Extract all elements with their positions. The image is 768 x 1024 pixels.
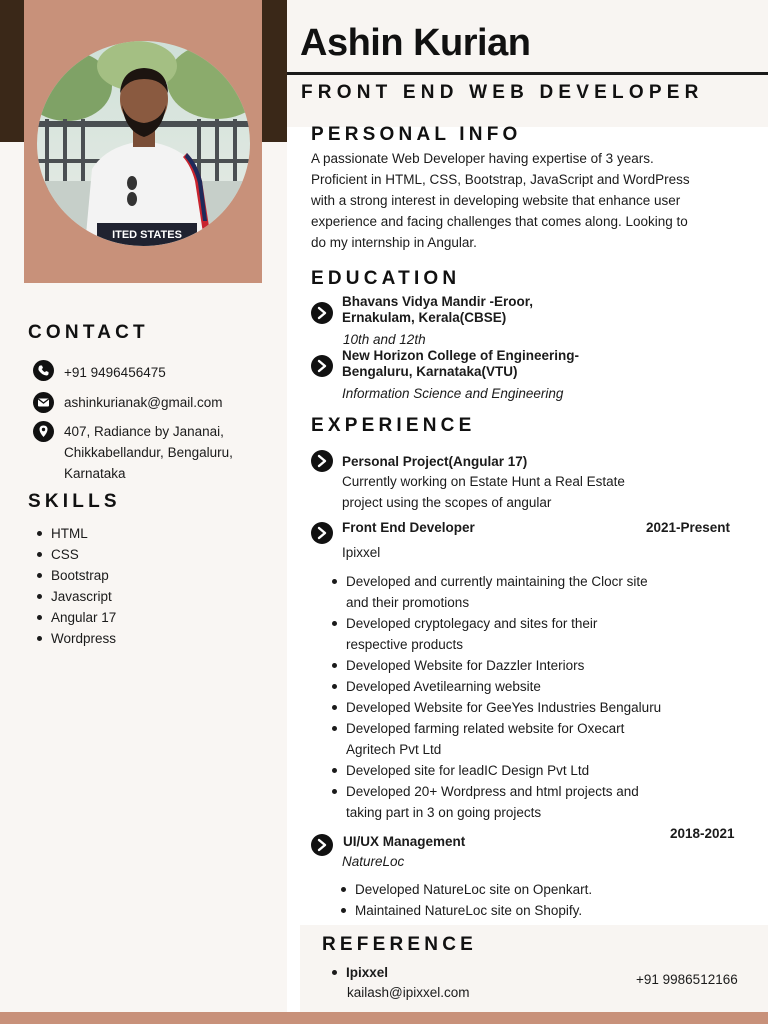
job-title-front-end: Front End Developer bbox=[342, 520, 475, 535]
list-item bbox=[346, 697, 661, 718]
project-description bbox=[342, 471, 625, 513]
arrow-circle-icon bbox=[311, 450, 333, 472]
list-item-line: and their promotions bbox=[346, 595, 470, 610]
email-icon bbox=[33, 392, 54, 413]
profile-photo bbox=[37, 41, 250, 246]
list-item-line: Developed 20+ Wordpress and html projects and bbox=[346, 784, 639, 799]
list-item bbox=[346, 655, 661, 676]
job-period: 2018-2021 bbox=[670, 826, 735, 841]
skill-item: Javascript bbox=[51, 586, 116, 607]
education-detail: Information Science and Engineering bbox=[342, 386, 564, 401]
list-item: Maintained NatureLoc site on Shopify. bbox=[355, 900, 592, 921]
list-item-line: Developed Website for Dazzler Interiors bbox=[346, 658, 585, 673]
list-item-line: Developed Website for GeeYes Industries Bengaluru bbox=[346, 700, 662, 715]
list-item bbox=[346, 781, 661, 823]
reference-email: kailash@ipixxel.com bbox=[347, 985, 470, 1000]
job-period: 2021-Present bbox=[646, 520, 731, 535]
education-heading: EDUCATION bbox=[311, 268, 461, 289]
personal-info-line: experience and facing challenges that comes along. Looking to bbox=[311, 214, 688, 229]
address-line: Karnataka bbox=[64, 466, 126, 481]
skill-item: Bootstrap bbox=[51, 565, 116, 586]
personal-info-line: do my internship in Angular. bbox=[311, 235, 477, 250]
bottom-accent-bar bbox=[0, 1012, 768, 1024]
arrow-circle-icon bbox=[311, 834, 333, 856]
list-item bbox=[346, 613, 661, 655]
contact-email: ashinkurianak@gmail.com bbox=[64, 395, 223, 410]
header-divider bbox=[287, 72, 768, 75]
candidate-name: Ashin Kurian bbox=[300, 22, 531, 64]
education-school bbox=[342, 294, 533, 326]
skills-list bbox=[51, 523, 116, 649]
personal-info-line: A passionate Web Developer having expertise of 3 years. bbox=[311, 151, 654, 166]
list-item bbox=[346, 760, 661, 781]
experience-heading: EXPERIENCE bbox=[311, 415, 476, 436]
job-title-uiux: UI/UX Management bbox=[343, 834, 466, 849]
list-item-line: taking part in 3 on going projects bbox=[346, 805, 542, 820]
project-title: Personal Project(Angular 17) bbox=[342, 454, 528, 469]
personal-info-line: Proficient in HTML, CSS, Bootstrap, JavaScript and WordPress bbox=[311, 172, 690, 187]
list-item-line: Developed farming related website for Oxecart bbox=[346, 721, 625, 736]
job-responsibilities-list bbox=[355, 879, 592, 921]
skills-heading: SKILLS bbox=[28, 491, 121, 512]
project-description-line: Currently working on Estate Hunt a Real Estate bbox=[342, 474, 625, 489]
project-description-line: project using the scopes of angular bbox=[342, 495, 552, 510]
list-item-line: Developed cryptolegacy and sites for their bbox=[346, 616, 598, 631]
job-title: FRONT END WEB DEVELOPER bbox=[301, 82, 704, 103]
personal-info-heading: PERSONAL INFO bbox=[311, 124, 522, 145]
personal-info-line: with a strong interest in developing website that enhance user bbox=[311, 193, 681, 208]
phone-icon bbox=[33, 360, 54, 381]
personal-info-text bbox=[311, 148, 690, 253]
reference-phone: +91 9986512166 bbox=[636, 972, 738, 987]
job-company: NatureLoc bbox=[342, 854, 405, 869]
job-responsibilities-list bbox=[346, 571, 661, 823]
education-school-line: Bengaluru, Karnataka(VTU) bbox=[342, 364, 518, 379]
list-item-line: Developed Avetilearning website bbox=[346, 679, 541, 694]
education-school bbox=[342, 348, 579, 380]
arrow-circle-icon bbox=[311, 302, 333, 324]
reference-heading: REFERENCE bbox=[322, 934, 477, 955]
list-item-line: respective products bbox=[346, 637, 464, 652]
skill-item: HTML bbox=[51, 523, 116, 544]
list-item-line: Developed and currently maintaining the Clocr site bbox=[346, 574, 648, 589]
skill-item: Angular 17 bbox=[51, 607, 116, 628]
reference-company: Ipixxel bbox=[346, 962, 388, 983]
address-line: 407, Radiance by Jananai, bbox=[64, 424, 224, 439]
list-item bbox=[346, 718, 661, 760]
skill-item: Wordpress bbox=[51, 628, 116, 649]
skill-item: CSS bbox=[51, 544, 116, 565]
shirt-print: ITED STATES bbox=[112, 229, 182, 241]
contact-phone: +91 9496456475 bbox=[64, 365, 166, 380]
list-item-line: Developed site for leadIC Design Pvt Ltd bbox=[346, 763, 590, 778]
education-school-line: New Horizon College of Engineering- bbox=[342, 348, 580, 363]
list-item-line: Agritech Pvt Ltd bbox=[346, 742, 442, 757]
education-school-line: Ernakulam, Kerala(CBSE) bbox=[342, 310, 507, 325]
contact-address bbox=[64, 421, 233, 484]
address-line: Chikkabellandur, Bengaluru, bbox=[64, 445, 233, 460]
list-item bbox=[346, 676, 661, 697]
list-item: Developed NatureLoc site on Openkart. bbox=[355, 879, 592, 900]
arrow-circle-icon bbox=[311, 355, 333, 377]
education-school-line: Bhavans Vidya Mandir -Eroor, bbox=[342, 294, 534, 309]
location-pin-icon bbox=[33, 421, 54, 442]
contact-heading: CONTACT bbox=[28, 322, 149, 343]
arrow-circle-icon bbox=[311, 522, 333, 544]
reference-list bbox=[346, 962, 388, 983]
list-item bbox=[346, 571, 661, 613]
job-company: Ipixxel bbox=[342, 545, 381, 560]
education-detail: 10th and 12th bbox=[343, 332, 426, 347]
